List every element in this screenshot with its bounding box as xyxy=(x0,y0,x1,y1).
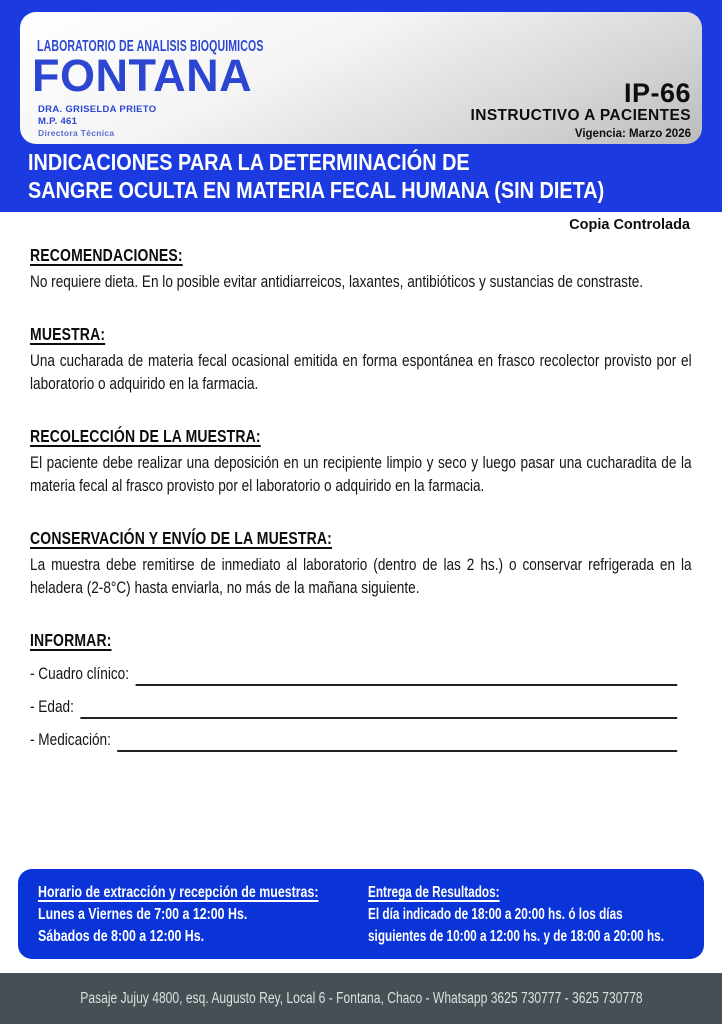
extraction-hours-line1: Lunes a Viernes de 7:00 a 12:00 Hs. xyxy=(38,906,248,923)
section-body: Una cucharada de materia fecal ocasional emitida en forma espontánea en frasco recolector provisto por el laboratorio o adquirido en la farmacia. xyxy=(30,350,692,393)
document-title xyxy=(28,149,696,204)
section-recomendaciones xyxy=(30,245,692,294)
director-role: Directora Técnica xyxy=(38,128,115,138)
field-label-edad: - Edad: xyxy=(30,696,74,716)
section-heading: RECOMENDACIONES: xyxy=(30,245,183,265)
field-label-medicacion: - Medicación: xyxy=(30,729,111,749)
section-recoleccion xyxy=(30,426,692,498)
field-label-cuadro-clinico: - Cuadro clínico: xyxy=(30,663,130,683)
section-body: No requiere dieta. En lo posible evitar antidiarreicos, laxantes, antibióticos y sustancias de constraste. xyxy=(30,272,644,291)
section-heading: RECOLECCIÓN DE LA MUESTRA: xyxy=(30,425,261,446)
director-block xyxy=(38,104,370,139)
document-title-line2: SANGRE OCULTA EN MATERIA FECAL HUMANA (SIN DIETA) xyxy=(28,176,605,203)
section-body: La muestra debe remitirse de inmediato al laboratorio (dentro de las 2 hs.) o conservar refrigerada en la heladera (2-8°C) hasta enviarla, no más de la mañana siguiente. xyxy=(30,554,692,597)
address-text: Pasaje Jujuy 4800, esq. Augusto Rey, Local 6 - Fontana, Chaco - Whatsapp 3625 730777 - 3625 730778 xyxy=(79,990,643,1007)
letterhead-card xyxy=(20,12,702,144)
extraction-hours-heading: Horario de extracción y recepción de muestras: xyxy=(38,884,319,901)
header-band xyxy=(0,0,722,212)
address-footer-bar xyxy=(0,973,722,1024)
results-delivery-heading: Entrega de Resultados: xyxy=(368,884,500,901)
schedule-box xyxy=(18,869,704,959)
lab-logo xyxy=(32,38,370,139)
results-delivery-line1: El día indicado de 18:00 a 20:00 hs. ó los días xyxy=(368,906,623,923)
extraction-hours-column xyxy=(38,882,382,948)
lab-tagline: LABORATORIO DE ANALISIS BIOQUIMICOS xyxy=(37,38,264,55)
validity-date: Vigencia: Marzo 2026 xyxy=(574,128,691,140)
director-name: DRA. GRISELDA PRIETO xyxy=(38,104,157,115)
lab-name-logo: FONTANA xyxy=(32,50,253,101)
field-row-medicacion xyxy=(30,719,692,752)
results-delivery-column xyxy=(368,882,722,948)
section-conservacion xyxy=(30,528,692,600)
section-muestra xyxy=(30,324,692,396)
document-code: IP-66 xyxy=(623,78,691,108)
extraction-hours-line2: Sábados de 8:00 a 12:00 Hs. xyxy=(38,928,205,945)
section-informar xyxy=(30,630,692,752)
section-heading: MUESTRA: xyxy=(30,323,106,344)
document-title-line1: INDICACIONES PARA LA DETERMINACIÓN DE xyxy=(28,149,470,175)
document-body xyxy=(30,245,692,752)
section-body: El paciente debe realizar una deposición en un recipiente limpio y seco y luego pasar una cucharadita de la materia fecal al frasco provisto por el laboratorio o adquirido en la farmacia. xyxy=(30,452,692,495)
results-delivery-line2: siguientes de 10:00 a 12:00 hs. y de 18:00 a 20:00 hs. xyxy=(368,928,664,945)
section-heading: INFORMAR: xyxy=(30,629,112,650)
section-heading: CONSERVACIÓN Y ENVÍO DE LA MUESTRA: xyxy=(30,527,332,548)
field-row-cuadro-clinico xyxy=(30,653,692,686)
informar-fields xyxy=(30,653,692,752)
document-id-block xyxy=(471,79,691,141)
document-type: INSTRUCTIVO A PACIENTES xyxy=(470,107,691,124)
field-row-edad xyxy=(30,686,692,719)
director-license: M.P. 461 xyxy=(38,115,78,127)
controlled-copy-note: Copia Controlada xyxy=(569,217,690,233)
medicacion-blank-line[interactable] xyxy=(117,726,677,752)
cuadro-clinico-blank-line[interactable] xyxy=(135,660,677,686)
edad-blank-line[interactable] xyxy=(80,693,677,719)
